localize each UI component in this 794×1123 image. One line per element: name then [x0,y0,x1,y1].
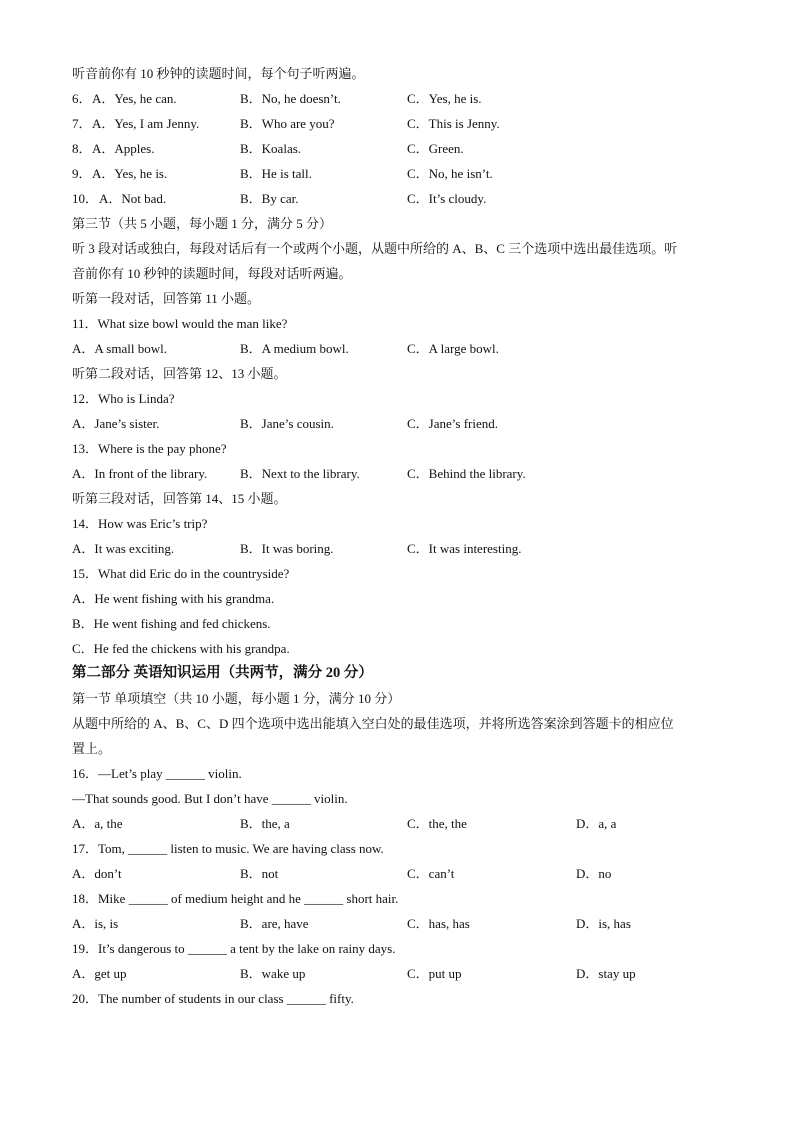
option-a: A．is, is [72,916,119,931]
option-a: A．a, the [72,816,123,831]
part-2-title: 第二部分 英语知识运用（共两节，满分 20 分） [72,665,373,681]
question-16-stem-reply: —That sounds good. But I don’t have ______ violin. [72,791,348,806]
option-b: B．wake up [240,966,306,981]
option-b: B．Next to the library. [240,466,360,481]
question-number: 6． [72,91,92,106]
option-a: A．get up [72,966,127,981]
listening-intro: 听音前你有 10 秒钟的读题时间，每个句子听两遍。 [72,66,365,81]
option-c: C．Yes, he is. [407,91,482,106]
option-a: A．Not bad. [99,191,167,206]
option-b: B．It was boring. [240,541,334,556]
part-2-section-1-title: 第一节 单项填空（共 10 小题，每小题 1 分，满分 10 分） [72,691,401,706]
option-d: D．is, has [576,916,631,931]
part-2-instructions-line-1: 从题中所给的 A、B、C、D 四个选项中选出能填入空白处的最佳选项，并将所选答案涂到答题卡的相应位 [72,716,674,731]
option-d: D．stay up [576,966,636,981]
option-a: A．It was exciting. [72,541,175,556]
dialog-2-instruction: 听第二段对话，回答第 12、13 小题。 [72,366,287,381]
option-a: A．Jane’s sister. [72,416,160,431]
option-c: C．has, has [407,916,470,931]
option-c: C．the, the [407,816,467,831]
option-b: B．the, a [240,816,290,831]
question-20-stem: 20．The number of students in our class ______ fifty. [72,991,354,1006]
option-c: C．Behind the library. [407,466,526,481]
question-16-stem: 16．—Let’s play ______ violin. [72,766,242,781]
option-a: A．don’t [72,866,122,881]
question-number: 10． [72,191,99,206]
question-14-stem: 14．How was Eric’s trip? [72,516,208,531]
option-b: B．No, he doesn’t. [240,91,341,106]
option-d: D．no [576,866,612,881]
option-c: C．can’t [407,866,455,881]
section-3-instructions-line-1: 听 3 段对话或独白，每段对话后有一个或两个小题，从题中所给的 A、B、C 三个选项中选出最佳选项。听 [72,241,678,256]
option-b: B．are, have [240,916,309,931]
option-a: A．In front of the library. [72,466,208,481]
option-b: B．not [240,866,279,881]
option-a: A．Yes, I am Jenny. [92,116,200,131]
question-number: 8． [72,141,92,156]
option-a: A．Yes, he can. [92,91,177,106]
question-15-option-c: C．He fed the chickens with his grandpa. [72,641,290,656]
option-c: C．Green. [407,141,464,156]
question-19-stem: 19．It’s dangerous to ______ a tent by the lake on rainy days. [72,941,396,956]
option-b: B．Who are you? [240,116,335,131]
option-a: A．Yes, he is. [92,166,168,181]
question-12-stem: 12．Who is Linda? [72,391,175,406]
option-c: C．A large bowl. [407,341,499,356]
option-b: B．A medium bowl. [240,341,349,356]
question-17-stem: 17．Tom, ______ listen to music. We are having class now. [72,841,384,856]
question-11-stem: 11．What size bowl would the man like? [72,316,288,331]
question-13-stem: 13．Where is the pay phone? [72,441,227,456]
option-b: B．He is tall. [240,166,312,181]
option-c: C．This is Jenny. [407,116,500,131]
option-b: B．Koalas. [240,141,302,156]
question-15-option-b: B．He went fishing and fed chickens. [72,616,271,631]
dialog-1-instruction: 听第一段对话，回答第 11 小题。 [72,291,261,306]
question-15-option-a: A．He went fishing with his grandma. [72,591,275,606]
question-15-stem: 15．What did Eric do in the countryside? [72,566,290,581]
question-18-stem: 18．Mike ______ of medium height and he ______ short hair. [72,891,399,906]
dialog-3-instruction: 听第三段对话，回答第 14、15 小题。 [72,491,287,506]
option-c: C．It was interesting. [407,541,522,556]
part-2-instructions-line-2: 置上。 [72,741,112,756]
section-3-instructions-line-2: 音前你有 10 秒钟的读题时间，每段对话听两遍。 [72,266,352,281]
question-number: 7． [72,116,92,131]
question-number: 9． [72,166,92,181]
option-a: A．A small bowl. [72,341,167,356]
option-c: C．Jane’s friend. [407,416,498,431]
option-c: C．No, he isn’t. [407,166,493,181]
option-c: C．put up [407,966,462,981]
option-b: B．Jane’s cousin. [240,416,334,431]
option-a: A．Apples. [92,141,155,156]
option-c: C．It’s cloudy. [407,191,487,206]
option-d: D．a, a [576,816,617,831]
option-b: B．By car. [240,191,299,206]
section-3-title: 第三节（共 5 小题，每小题 1 分，满分 5 分） [72,216,333,231]
